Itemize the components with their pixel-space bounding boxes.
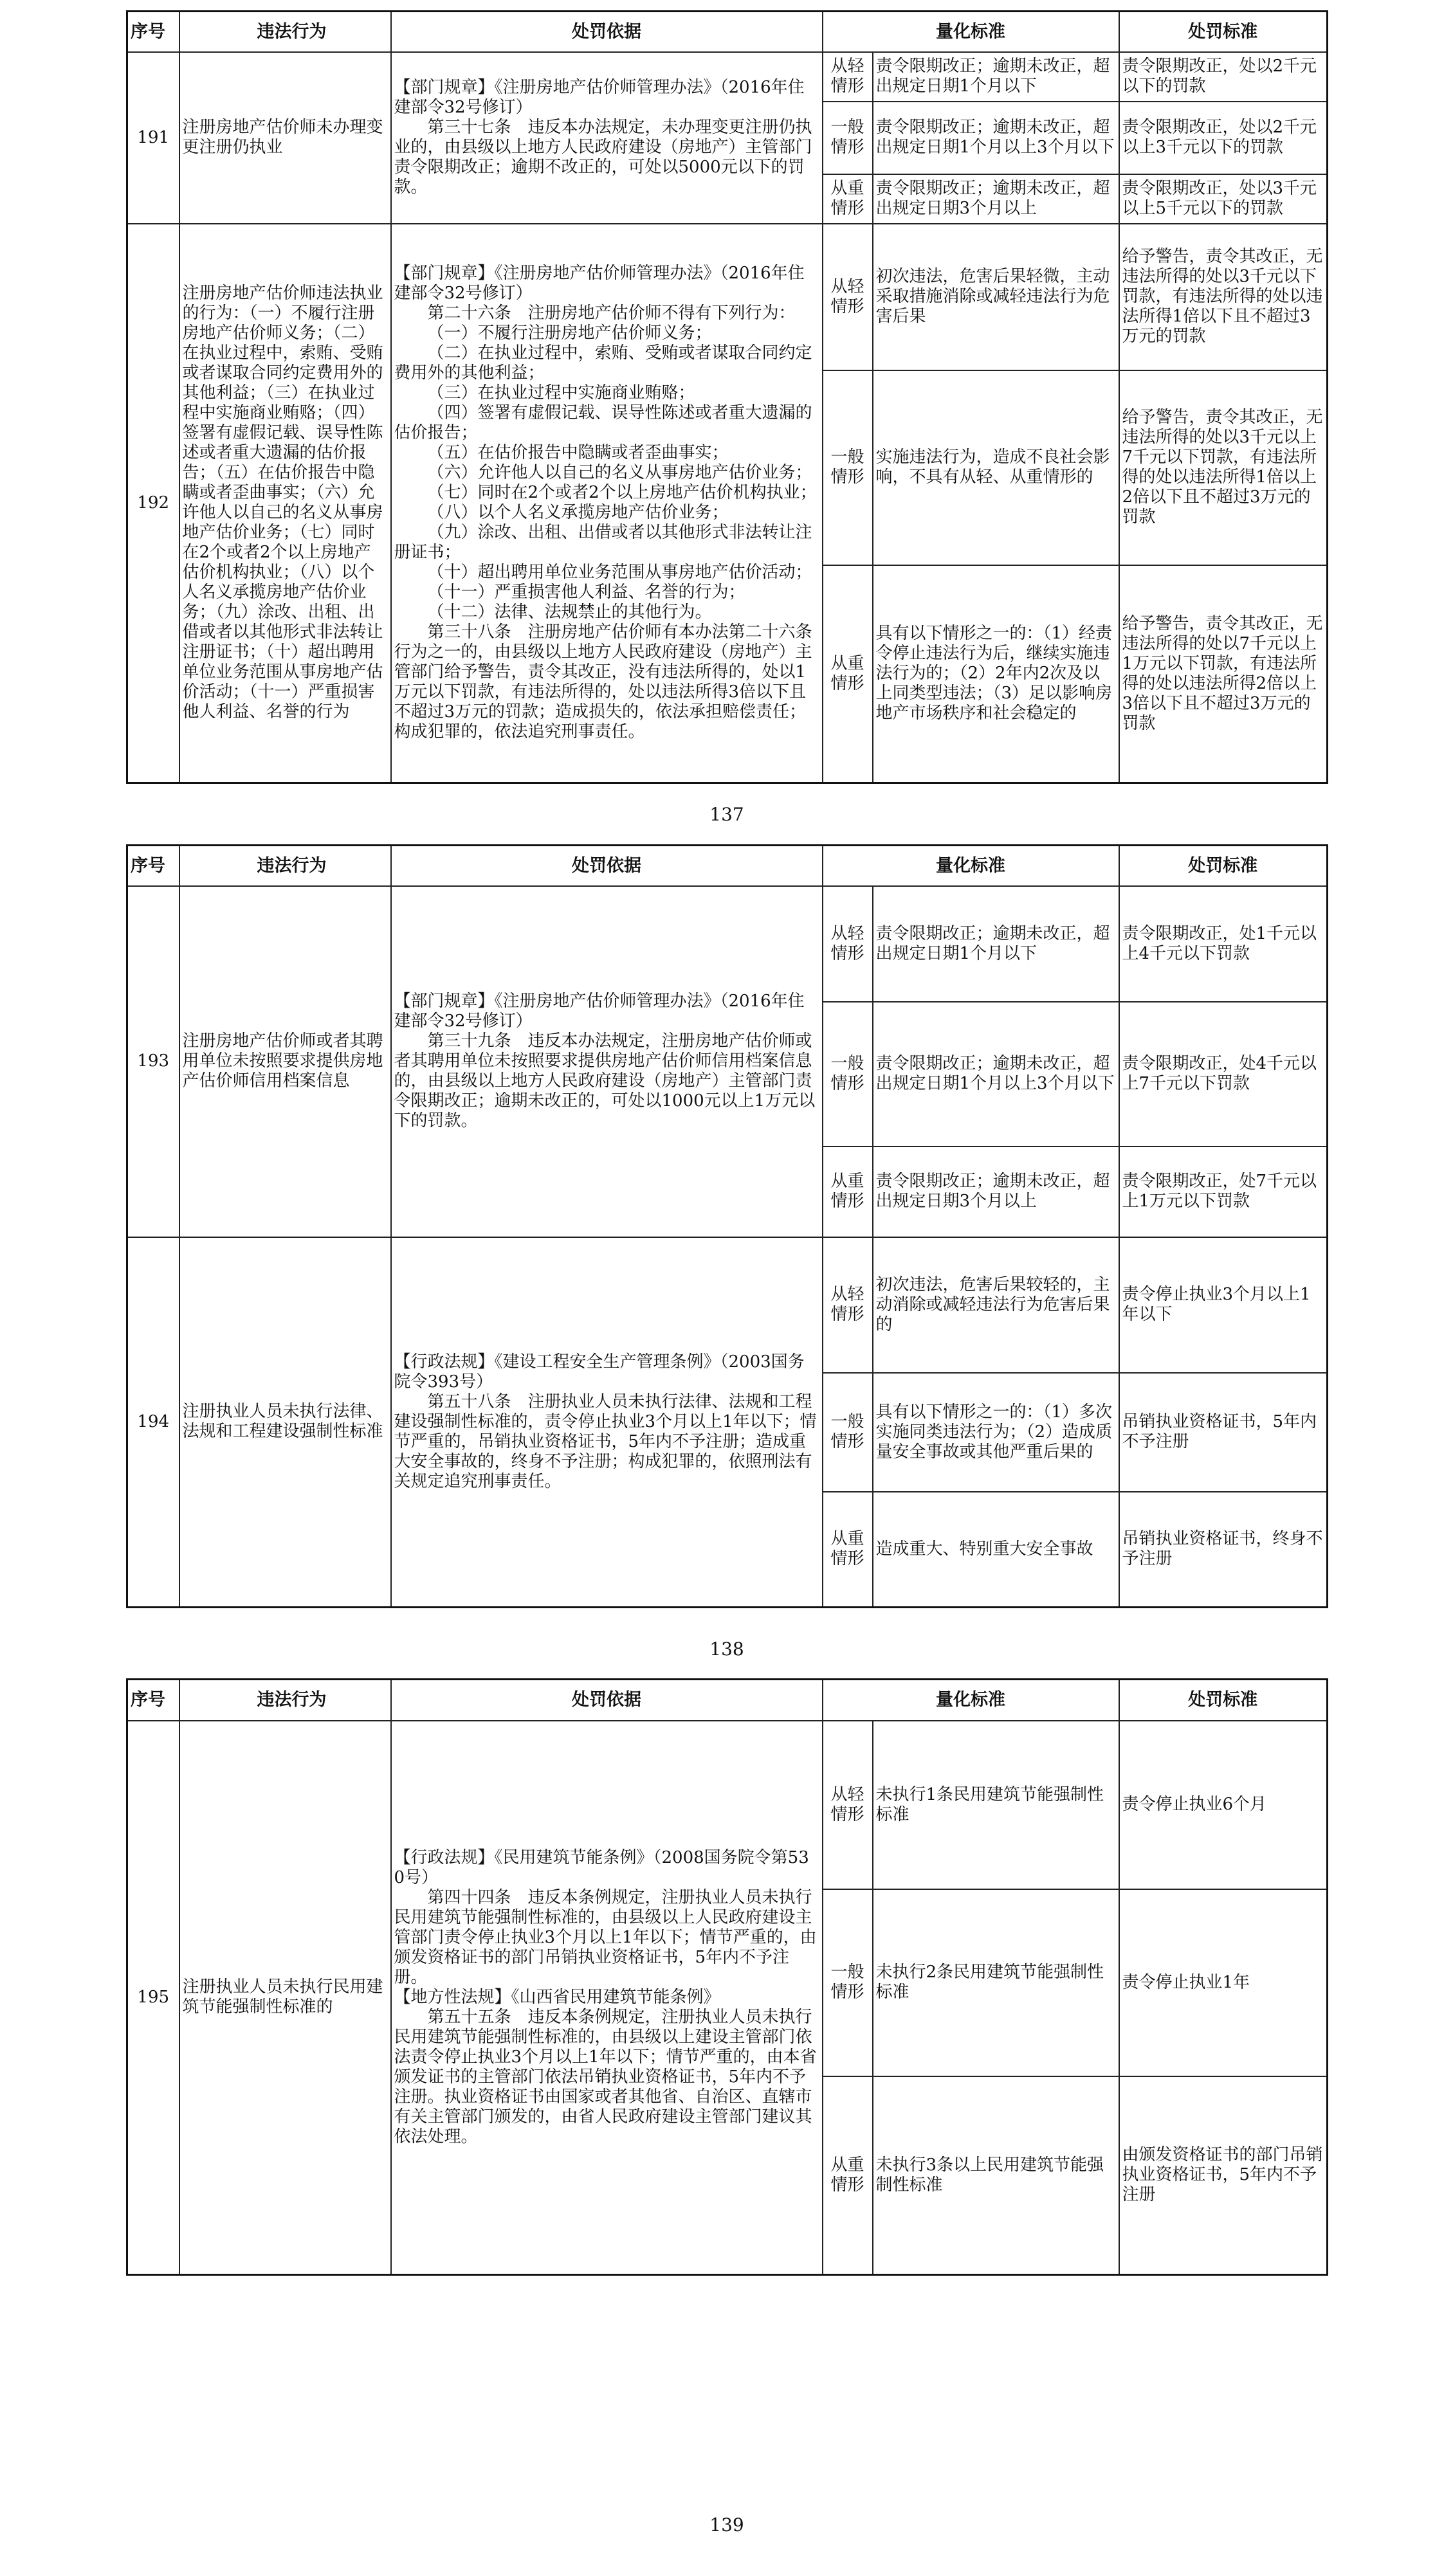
page-number: 139 [709,2514,744,2535]
level-penalty: 责令限期改正，处以3千元以上5千元以下的罚款 [1119,174,1328,224]
level-condition: 实施违法行为，造成不良社会影响，不具有从轻、从重情形的 [873,370,1119,565]
basis-cell [391,1721,823,2275]
level-label: 一般情形 [823,1373,873,1492]
basis-paragraph: 【行政法规】《建设工程安全生产管理条例》（2003国务院令393号） [394,1352,805,1392]
violation-cell: 注册房地产估价师未办理变更注册仍执业 [179,52,391,224]
case-number: 193 [127,886,179,1237]
basis-paragraph: （二）在执业过程中，索贿、受贿或者谋取合同约定费用外的其他利益； [394,343,812,383]
level-label: 从重情形 [823,174,873,224]
penalty-table [126,10,1328,784]
table-row [127,224,1328,370]
basis-paragraph: （五）在估价报告中隐瞒或者歪曲事实； [427,443,729,463]
case-number: 195 [127,1721,179,2275]
level-penalty: 责令限期改正，处7千元以上1万元以下罚款 [1119,1147,1328,1237]
level-penalty: 责令停止执业6个月 [1119,1721,1328,1889]
violation-cell: 注册房地产估价师违法执业的行为：（一）不履行注册房地产估价师义务；（二）在执业过程中，索贿、受贿或者谋取合同约定费用外的其他利益；（三）在执业过程中实施商业贿赂；（四）签署有虚假记载、误导性陈述或者重大遗漏的估价报告；（五）在估价报告中隐瞒或者歪曲事实；（六）允许他人以自己的名义从事房地产估价业务；（七）同时在2个或者2个以上房地产估价机构执业；（八）以个人名义承揽房地产估价业务；（九）涂改、出租、出借或者以其他形式非法转让注册证书；（十）超出聘用单位业务范围从事房地产估价活动；（十一）严重损害他人利益、名誉的行为 [179,224,391,783]
level-label: 从轻情形 [823,1237,873,1373]
penalty-table [126,1678,1328,2276]
level-label: 一般情形 [823,102,873,174]
case-number: 192 [127,224,179,783]
level-label: 从轻情形 [823,1721,873,1889]
level-penalty: 给予警告，责令其改正，无违法所得的处以3千元以下罚款，有违法所得的处以违法所得1倍以下且不超过3万元的罚款 [1119,224,1328,370]
level-condition: 未执行2条民用建筑节能强制性标准 [873,1889,1119,2076]
header-penalty: 处罚标准 [1119,846,1328,886]
basis-paragraph: 【行政法规】《民用建筑节能条例》（2008国务院令第530号） [394,1847,809,1887]
basis-paragraph: 【部门规章】《注册房地产估价师管理办法》（2016年住建部令32号修订） [394,992,805,1031]
basis-paragraph: （六）允许他人以自己的名义从事房地产估价业务； [427,463,812,483]
level-label: 从轻情形 [823,224,873,370]
basis-paragraph: 第三十八条 注册房地产估价师有本办法第二十六条行为之一的，由县级以上地方人民政府建设（房地产）主管部门给予警告，责令其改正，没有违法所得的，处以1万元以下罚款，有违法所得的，处以违法所得3倍以下且不超过3万元的罚款；造成损失的，依法承担赔偿责任；构成犯罪的，依法追究刑事责任。 [394,622,812,742]
basis-paragraph: （十）超出聘用单位业务范围从事房地产估价活动； [427,563,812,583]
level-label: 从轻情形 [823,52,873,102]
basis-cell [391,52,823,224]
basis-cell [391,1237,823,1608]
table-row [127,1237,1328,1373]
level-penalty: 给予警告，责令其改正，无违法所得的处以3千元以上7千元以下罚款，有违法所得的处以违法所得1倍以上2倍以下且不超过3万元的罚款 [1119,370,1328,565]
level-condition: 责令限期改正；逾期未改正，超出规定日期3个月以上 [873,174,1119,224]
basis-paragraph: 【部门规章】《注册房地产估价师管理办法》（2016年住建部令32号修订） [394,264,805,304]
basis-paragraph: 【地方性法规】《山西省民用建筑节能条例》 [394,1987,720,2007]
level-penalty: 吊销执业资格证书，终身不予注册 [1119,1492,1328,1608]
basis-paragraph: 第四十四条 违反本条例规定，注册执业人员未执行民用建筑节能强制性标准的，由县级以上人民政府建设主管部门责令停止执业3个月以上1年以下；情节严重的，由颁发资格证书的部门吊销执业资格证书，5年内不予注册。 [394,1887,817,1987]
level-label: 从重情形 [823,1147,873,1237]
basis-cell [391,224,823,783]
header-no: 序号 [127,12,179,52]
header-violation: 违法行为 [179,12,391,52]
level-condition: 造成重大、特别重大安全事故 [873,1492,1119,1608]
header-quantify: 量化标准 [823,12,1119,52]
violation-cell: 注册执业人员未执行民用建筑节能强制性标准的 [179,1721,391,2275]
header-violation: 违法行为 [179,846,391,886]
level-penalty: 责令限期改正，处1千元以上4千元以下罚款 [1119,886,1328,1002]
level-condition: 具有以下情形之一的：（1）多次实施同类违法行为；（2）造成质量安全事故或其他严重后果的 [873,1373,1119,1492]
basis-paragraph: 第五十五条 违反本条例规定，注册执业人员未执行民用建筑节能强制性标准的，由县级以上建设主管部门依法责令停止执业3个月以上1年以下；情节严重的，由本省颁发证书的主管部门依法吊销执业资格证书，5年内不予注册。执业资格证书由国家或者其他省、自治区、直辖市有关主管部门颁发的，由省人民政府建设主管部门建议其依法处理。 [394,2007,817,2146]
basis-cell [391,886,823,1237]
case-number: 194 [127,1237,179,1608]
level-condition: 初次违法，危害后果较轻的，主动消除或减轻违法行为危害后果的 [873,1237,1119,1373]
table-row [127,52,1328,102]
basis-paragraph: 第二十六条 注册房地产估价师不得有下列行为： [427,304,796,323]
level-label: 从重情形 [823,1492,873,1608]
level-condition: 未执行1条民用建筑节能强制性标准 [873,1721,1119,1889]
header-penalty: 处罚标准 [1119,12,1328,52]
page-number: 137 [709,804,744,825]
violation-cell: 注册执业人员未执行法律、法规和工程建设强制性标准 [179,1237,391,1608]
level-label: 一般情形 [823,1002,873,1147]
basis-paragraph: （一）不履行注册房地产估价师义务； [427,323,712,343]
level-penalty: 责令限期改正，处4千元以上7千元以下罚款 [1119,1002,1328,1147]
level-label: 从重情形 [823,565,873,783]
header-row [127,1680,1328,1721]
basis-paragraph: 第五十八条 注册执业人员未执行法律、法规和工程建设强制性标准的，责令停止执业3个月以上1年以下；情节严重的，吊销执业资格证书，5年内不予注册；造成重大安全事故的，终身不予注册；构成犯罪的，依照刑法有关规定追究刑事责任。 [394,1392,817,1491]
basis-paragraph: 第三十九条 违反本办法规定，注册房地产估价师或者其聘用单位未按照要求提供房地产估价师信用档案信息的，由县级以上地方人民政府建设（房地产）主管部门责令限期改正；逾期未改正的，可处以1000元以上1万元以下的罚款。 [394,1031,816,1130]
level-condition: 责令限期改正；逾期未改正，超出规定日期1个月以下 [873,52,1119,102]
page-number: 138 [709,1638,744,1660]
header-basis: 处罚依据 [391,846,823,886]
level-penalty: 由颁发资格证书的部门吊销执业资格证书，5年内不予注册 [1119,2076,1328,2275]
basis-paragraph: （三）在执业过程中实施商业贿赂； [427,383,695,403]
basis-paragraph: （四）签署有虚假记载、误导性陈述或者重大遗漏的估价报告； [394,403,812,443]
level-condition: 初次违法，危害后果轻微，主动采取措施消除或减轻违法行为危害后果 [873,224,1119,370]
basis-paragraph: 【部门规章】《注册房地产估价师管理办法》（2016年住建部令32号修订） [394,78,805,117]
header-no: 序号 [127,846,179,886]
level-condition: 责令限期改正；逾期未改正，超出规定日期1个月以上3个月以下 [873,1002,1119,1147]
basis-paragraph: （十一）严重损害他人利益、名誉的行为； [427,583,745,603]
level-condition: 未执行3条以上民用建筑节能强制性标准 [873,2076,1119,2275]
basis-paragraph: （九）涂改、出租、出借或者以其他形式非法转让注册证书； [394,523,812,563]
level-penalty: 吊销执业资格证书，5年内不予注册 [1119,1373,1328,1492]
level-label: 从重情形 [823,2076,873,2275]
header-violation: 违法行为 [179,1680,391,1721]
penalty-table [126,844,1328,1608]
violation-cell: 注册房地产估价师或者其聘用单位未按照要求提供房地产估价师信用档案信息 [179,886,391,1237]
header-row [127,846,1328,886]
basis-paragraph: （八）以个人名义承揽房地产估价业务； [427,503,729,523]
level-penalty: 责令限期改正，处以2千元以下的罚款 [1119,52,1328,102]
basis-paragraph: 第三十七条 违反本办法规定，未办理变更注册仍执业的，由县级以上地方人民政府建设（房地产）主管部门责令限期改正；逾期不改正的，可处以5000元以下的罚款。 [394,118,812,197]
level-label: 一般情形 [823,1889,873,2076]
table-row [127,1721,1328,1889]
level-penalty: 责令停止执业3个月以上1年以下 [1119,1237,1328,1373]
level-penalty: 给予警告，责令其改正，无违法所得的处以7千元以上1万元以下罚款，有违法所得的处以违法所得2倍以上3倍以下且不超过3万元的罚款 [1119,565,1328,783]
level-label: 从轻情形 [823,886,873,1002]
header-basis: 处罚依据 [391,12,823,52]
level-label: 一般情形 [823,370,873,565]
table-row [127,886,1328,1002]
header-quantify: 量化标准 [823,846,1119,886]
level-condition: 责令限期改正；逾期未改正，超出规定日期1个月以上3个月以下 [873,102,1119,174]
header-penalty: 处罚标准 [1119,1680,1328,1721]
header-quantify: 量化标准 [823,1680,1119,1721]
level-penalty: 责令停止执业1年 [1119,1889,1328,2076]
basis-paragraph: （十二）法律、法规禁止的其他行为。 [427,603,712,622]
level-condition: 责令限期改正；逾期未改正，超出规定日期1个月以下 [873,886,1119,1002]
case-number: 191 [127,52,179,224]
header-basis: 处罚依据 [391,1680,823,1721]
basis-paragraph: （七）同时在2个或者2个以上房地产估价机构执业； [427,483,817,503]
header-row [127,12,1328,52]
header-no: 序号 [127,1680,179,1721]
level-penalty: 责令限期改正，处以2千元以上3千元以下的罚款 [1119,102,1328,174]
level-condition: 具有以下情形之一的：（1）经责令停止违法行为后，继续实施违法行为的；（2）2年内2次及以上同类型违法；（3）足以影响房地产市场秩序和社会稳定的 [873,565,1119,783]
level-condition: 责令限期改正；逾期未改正，超出规定日期3个月以上 [873,1147,1119,1237]
